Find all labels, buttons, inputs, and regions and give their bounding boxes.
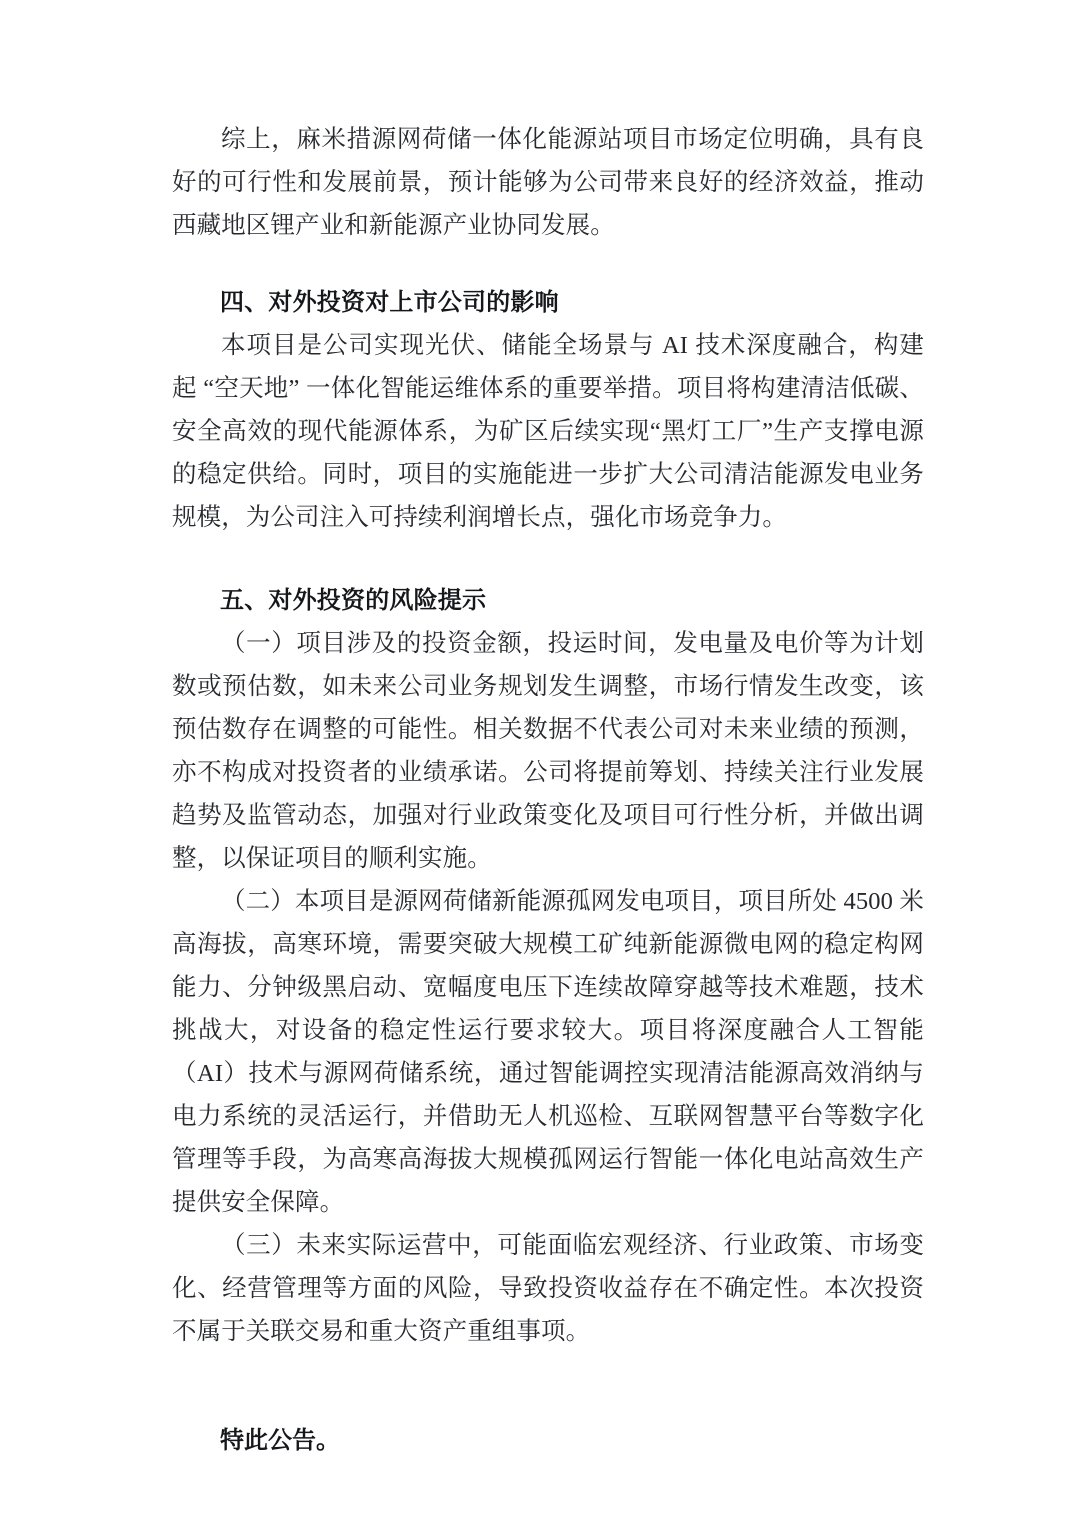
risk-item-three: （三）未来实际运营中，可能面临宏观经济、行业政策、市场变化、经营管理等方面的风险，导致投资收益存在不确定性。本次投资不属于关联交易和重大资产重组事项。 [172, 1232, 924, 1345]
page-content [172, 118, 924, 1462]
closing-statement: 特此公告。 [220, 1426, 340, 1454]
spacer [172, 1353, 924, 1419]
summary-paragraph: 综上，麻米措源网荷储一体化能源站项目市场定位明确，具有良好的可行性和发展前景，预计能够为公司带来良好的经济效益，推动西藏地区锂产业和新能源产业协同发展。 [172, 126, 924, 239]
spacer [172, 247, 924, 281]
risk-item-one: （一）项目涉及的投资金额，投运时间，发电量及电价等为计划数或预估数，如未来公司业务规划发生调整，市场行情发生改变，该预估数存在调整的可能性。相关数据不代表公司对未来业绩的预测，亦不构成对投资者的业绩承诺。公司将提前筹划、持续关注行业发展趋势及监管动态，加强对行业政策变化及项目可行性分析，并做出调整，以保证项目的顺利实施。 [172, 630, 924, 872]
risk-item-two: （二）本项目是源网荷储新能源孤网发电项目，项目所处 4500 米高海拔，高寒环境，需要突破大规模工矿纯新能源微电网的稳定构网能力、分钟级黑启动、宽幅度电压下连续故障穿越等技术难题，技术挑战大，对设备的稳定性运行要求较大。项目将深度融合人工智能（AI）技术与源网荷储系统，通过智能调控实现清洁能源高效消纳与电力系统的灵活运行，并借助无人机巡检、互联网智慧平台等数字化管理等手段，为高寒高海拔大规模孤网运行智能一体化电站高效生产提供安全保障。 [172, 888, 924, 1216]
section-four-paragraph: 本项目是公司实现光伏、储能全场景与 AI 技术深度融合，构建起 “空天地” 一体化智能运维体系的重要举措。项目将构建清洁低碳、安全高效的现代能源体系，为矿区后续实现“黑灯工厂”生产支撑电源的稳定供给。同时，项目的实施能进一步扩大公司清洁能源发电业务规模，为公司注入可持续利润增长点，强化市场竞争力。 [172, 332, 924, 531]
spacer [172, 539, 924, 579]
section-five-heading: 五、对外投资的风险提示 [220, 586, 487, 614]
section-four-heading: 四、对外投资对上市公司的影响 [220, 288, 559, 316]
